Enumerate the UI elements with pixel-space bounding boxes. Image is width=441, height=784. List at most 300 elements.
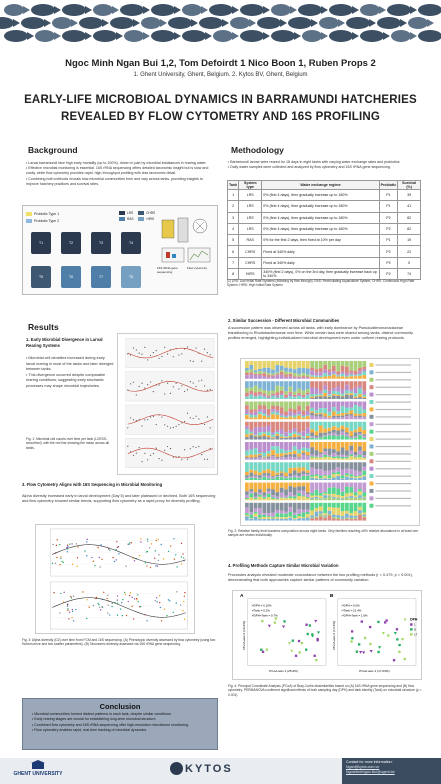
probiotic-legend — [26, 211, 59, 225]
fig2-bar-segment — [302, 510, 306, 513]
fig2-bar-segment — [336, 455, 340, 456]
fig2-bar-segment — [271, 412, 275, 414]
result-1-bullet: • This divergence occurred despite comparable rearing conditions, suggesting early stochastic processes may shape microbial trajectories. — [26, 373, 114, 390]
fig2-bar-segment — [302, 361, 306, 368]
result-1-bullet: • Microbial cell densities increased during early larval rearing in most of the tanks and later diverged between tanks. — [26, 356, 114, 373]
fig2-bar-segment — [349, 469, 353, 474]
fig2-bar-segment — [284, 496, 288, 498]
fig3-point — [99, 566, 100, 567]
fish-icon — [377, 17, 401, 29]
table-header: Water exchange regime — [262, 181, 379, 190]
fig2-bar-segment — [323, 361, 327, 365]
fig2-bar-segment — [254, 415, 258, 417]
fig2-bar-segment — [306, 442, 310, 448]
fig2-bar-segment — [332, 449, 336, 453]
table-row — [228, 235, 421, 246]
fig2-bar-segment — [289, 433, 293, 436]
table-row — [228, 201, 421, 212]
fig3-point — [182, 553, 183, 554]
fig2-bar-segment — [245, 437, 249, 439]
table-row — [228, 223, 421, 234]
contact-title: Contact for more information: — [346, 760, 393, 764]
fig2-bar-segment — [293, 483, 297, 488]
fig2-bar-segment — [262, 492, 266, 496]
fig2-bar-segment — [302, 415, 306, 416]
fig2-bar-segment — [362, 367, 366, 370]
fig2-bar-segment — [332, 391, 336, 394]
fig3-point — [63, 592, 64, 593]
fig2-bar-segment — [293, 475, 297, 477]
footer — [0, 758, 441, 784]
fig3-point — [73, 595, 74, 596]
fig2-bar-segment — [275, 401, 279, 405]
fig2-bar-segment — [245, 388, 249, 393]
fig2-bar-segment — [271, 499, 275, 500]
kytos-logo-icon — [170, 762, 183, 775]
conclusion-heading: Conclusion — [99, 702, 141, 711]
fig2-bar-segment — [293, 401, 297, 409]
fig2-bar-segment — [293, 428, 297, 431]
fig2-bar-segment — [258, 401, 262, 405]
fig2-bar-segment — [319, 496, 323, 499]
fig3-point — [163, 558, 164, 559]
fig2-bar-segment — [289, 496, 293, 498]
fig2-bar-segment — [345, 414, 349, 416]
fig4-caption: Fig. 4: Principal Coordinate Analysis (PCoA) of Bray-Curtis dissimilarities based on (A) 16S rRNA gene sequencing and (B) flow cytometry. PERMANOVA confirmed significant effects of both sampling day (DPH) and tank identity (Tank) on microbial structure (p = 0.001). — [228, 684, 422, 697]
fig2-bar-segment — [293, 470, 297, 475]
fig2-bar-segment — [349, 477, 353, 478]
fig1-point — [161, 380, 162, 381]
fig2-bar-segment — [310, 411, 314, 413]
fig3-alpha-diversity-panels — [35, 524, 195, 634]
fig2-bar-segment — [354, 388, 358, 393]
table-header: Tank — [228, 181, 239, 190]
tank-1: T1 — [31, 232, 51, 254]
fig2-bar-segment — [358, 432, 362, 434]
table-cell: 82 — [398, 212, 421, 223]
fig2-bar-segment — [275, 457, 279, 459]
fig2-bar-segment — [345, 519, 349, 521]
contact-email-1[interactable]: Ngan@kytos.com.vn — [346, 765, 380, 769]
fig2-bar-segment — [258, 409, 262, 411]
fig2-bar-segment — [319, 394, 323, 396]
fig2-bar-segment — [310, 377, 314, 379]
fig2-bar-segment — [289, 503, 293, 508]
fig2-bar-segment — [258, 478, 262, 479]
fig2-bar-segment — [293, 396, 297, 397]
fig2-bar-segment — [332, 366, 336, 371]
conclusion-bullet: • Early rearing stages are crucial for establishing long-term microbial structure. — [32, 717, 217, 722]
fig2-bar-segment — [345, 436, 349, 439]
fig3-point — [158, 554, 159, 555]
fig2-bar-segment — [354, 477, 358, 478]
fish-icon — [288, 17, 312, 29]
fig2-bar-segment — [349, 518, 353, 519]
fig3-point — [140, 541, 141, 542]
fig2-bar-segment — [332, 436, 336, 440]
fig2-bar-segment — [275, 462, 279, 472]
fig2-bar-segment — [362, 369, 366, 371]
fig2-bar-segment — [323, 435, 327, 436]
background-heading: Background — [28, 145, 78, 155]
fig2-bar-segment — [267, 454, 271, 457]
fig2-bar-segment — [297, 487, 301, 491]
fig2-bar-segment — [258, 389, 262, 392]
fig2-bar-segment — [271, 489, 275, 495]
fig2-legend-text-line — [375, 468, 411, 469]
fig2-bar-segment — [328, 361, 332, 369]
fig2-bar-segment — [354, 462, 358, 470]
fig2-bar-segment — [280, 449, 284, 454]
fish-icon — [151, 30, 175, 42]
fig2-bar-segment — [302, 495, 306, 496]
fish-icon — [213, 30, 233, 42]
fig3-point — [181, 543, 182, 544]
fig2-bar-segment — [284, 512, 288, 514]
fig2-bar-segment — [315, 422, 319, 431]
fig2-legend-swatch — [370, 444, 374, 448]
fig3-point — [100, 609, 101, 610]
fig3-point — [160, 544, 161, 545]
fig3-point — [168, 551, 169, 552]
fig2-bar-segment — [332, 470, 336, 473]
fig2-bar-segment — [362, 497, 366, 498]
fig2-bar-segment — [284, 503, 288, 512]
fig2-bar-segment — [302, 476, 306, 480]
fish-icon — [319, 17, 339, 29]
fig2-bar-segment — [262, 496, 266, 497]
fig2-bar-segment — [249, 519, 253, 521]
fig2-bar-segment — [284, 422, 288, 432]
fig2-bar-segment — [323, 413, 327, 416]
fig2-bar-segment — [349, 416, 353, 420]
fig2-bar-segment — [323, 517, 327, 518]
fig2-bar-segment — [354, 483, 358, 493]
fig2-bar-segment — [349, 496, 353, 498]
fig2-bar-segment — [267, 396, 271, 397]
fig2-bar-segment — [354, 416, 358, 417]
fig2-bar-segment — [332, 477, 336, 480]
fig2-bar-segment — [336, 508, 340, 515]
fig2-bar-segment — [358, 361, 362, 368]
fig2-bar-segment — [332, 473, 336, 475]
fig2-bar-segment — [289, 417, 293, 420]
fig2-bar-segment — [289, 408, 293, 411]
fig2-bar-segment — [254, 462, 258, 471]
fig2-bar-segment — [284, 411, 288, 415]
fig2-bar-segment — [284, 442, 288, 451]
fig2-bar-segment — [262, 390, 266, 394]
fig2-bar-segment — [267, 457, 271, 459]
fig2-bar-segment — [306, 512, 310, 514]
fig2-bar-segment — [310, 422, 314, 430]
fig3-point — [129, 542, 130, 543]
fig2-bar-segment — [354, 375, 358, 376]
fig3-point — [155, 565, 156, 566]
table-cell: P2 — [379, 246, 398, 257]
fig2-bar-segment — [275, 392, 279, 395]
fig2-bar-segment — [262, 517, 266, 519]
fig2-bar-segment — [249, 361, 253, 365]
table-row — [228, 212, 421, 223]
fig2-bar-segment — [275, 410, 279, 412]
fig2-bar-segment — [336, 456, 340, 458]
fig2-bar-segment — [319, 457, 323, 458]
fig3-caption: Fig. 3: Alpha diversity (D2) over time from FCM and 16S sequencing. (A) Phenotypic diversity assessed by flow cytometry (using two Hubsm-ence and two scatter parameters). (B) Taxonomic diversity assessed via 16S rRNA gene sequencing. — [22, 638, 216, 647]
fig2-bar-segment — [293, 418, 297, 420]
fig2-bar-segment — [358, 457, 362, 460]
fig2-bar-segment — [302, 467, 306, 471]
fish-icon — [408, 17, 428, 29]
fig2-bar-segment — [254, 392, 258, 396]
fig2-bar-segment — [354, 498, 358, 500]
fig3-point — [124, 592, 125, 593]
fig2-bar-segment — [354, 511, 358, 516]
fig2-bar-segment — [341, 469, 345, 475]
fig2-bar-segment — [358, 503, 362, 507]
fig2-bar-segment — [249, 433, 253, 435]
fig2-bar-segment — [345, 473, 349, 475]
fig1-point — [207, 352, 208, 353]
fig3-point — [121, 602, 122, 603]
fig2-bar-segment — [332, 503, 336, 508]
fig2-bar-segment — [345, 385, 349, 391]
fig2-bar-segment — [297, 393, 301, 394]
fig1-point — [167, 426, 168, 427]
fig1-point — [156, 424, 157, 425]
fig2-bar-segment — [362, 503, 366, 513]
fig2-bar-segment — [310, 429, 314, 432]
fig2-bar-segment — [349, 450, 353, 454]
fig2-bar-segment — [362, 493, 366, 497]
fig3-point — [176, 566, 177, 567]
fig2-bar-segment — [275, 436, 279, 440]
result-3-text: Alpha diversity increased early in larval development (Day 5) and later plateaued or declined. Both 16S sequencing and flow cytometry showed similar trends, supporting flow cytometry as a rapid proxy for diversity profiling. — [22, 494, 216, 504]
fish-icon — [391, 30, 411, 42]
fig2-bar-segment — [297, 414, 301, 415]
fig1-point — [153, 453, 154, 454]
fig1-point — [187, 459, 188, 460]
fig2-bar-segment — [328, 434, 332, 436]
fig2-bar-segment — [310, 413, 314, 415]
fig2-bar-segment — [358, 478, 362, 480]
fig2-bar-segment — [336, 436, 340, 439]
fig2-bar-segment — [262, 413, 266, 415]
fig2-bar-segment — [302, 398, 306, 399]
fish-icon — [93, 30, 117, 42]
fig1-point — [198, 380, 199, 381]
fig3-point — [174, 559, 175, 560]
fig1-point — [204, 385, 205, 386]
fig1-point — [141, 461, 142, 462]
fig2-bar-segment — [310, 518, 314, 520]
fig2-bar-segment — [362, 438, 366, 440]
fig3-point — [156, 601, 157, 602]
fig2-bar-segment — [262, 503, 266, 513]
fig2-bar-segment — [245, 462, 249, 472]
fig2-bar-segment — [319, 503, 323, 507]
fig1-point — [181, 353, 182, 354]
fig1-point — [204, 349, 205, 350]
fig2-bar-segment — [349, 373, 353, 375]
fig2-bar-segment — [249, 494, 253, 498]
fig1-point — [178, 456, 179, 457]
fig2-bar-segment — [267, 489, 271, 491]
fig2-bar-segment — [315, 388, 319, 394]
fig2-bar-segment — [297, 493, 301, 496]
fig3-point — [125, 566, 126, 567]
fig2-bar-segment — [345, 498, 349, 500]
fig2-bar-segment — [262, 427, 266, 432]
fig2-bar-segment — [319, 479, 323, 480]
fig2-bar-segment — [328, 478, 332, 479]
fig3-point — [53, 592, 54, 593]
fig3-point — [140, 606, 141, 607]
fig2-bar-segment — [341, 389, 345, 394]
fig2-bar-segment — [310, 394, 314, 396]
contact-email-2[interactable]: NgocMinhNgan.Bui@ugent.be — [346, 770, 395, 774]
fig2-bar-segment — [293, 518, 297, 519]
fig2-bar-segment — [358, 510, 362, 513]
fig2-bar-segment — [271, 374, 275, 376]
fig2-bar-segment — [328, 431, 332, 433]
fig2-bar-segment — [345, 434, 349, 436]
fig3-point — [181, 563, 182, 564]
fig2-bar-segment — [323, 455, 327, 457]
fig2-bar-segment — [262, 397, 266, 399]
fig2-bar-segment — [271, 462, 275, 471]
fig2-bar-segment — [289, 454, 293, 456]
fig3-point — [103, 592, 104, 593]
fig2-bar-segment — [323, 397, 327, 399]
fish-icon — [141, 17, 161, 29]
fig2-bar-segment — [336, 375, 340, 376]
fig2-bar-segment — [249, 370, 253, 373]
fig2-bar-segment — [302, 416, 306, 418]
fig2-bar-segment — [323, 377, 327, 379]
fig2-bar-segment — [328, 418, 332, 419]
fig2-bar-segment — [280, 457, 284, 460]
fig2-bar-segment — [254, 517, 258, 521]
fig2-bar-segment — [336, 476, 340, 480]
fig2-bar-segment — [306, 381, 310, 389]
fig1-point — [210, 427, 211, 428]
fig2-bar-segment — [341, 475, 345, 478]
fig2-bar-segment — [245, 442, 249, 451]
fig3-point — [68, 618, 69, 619]
fig2-bar-segment — [289, 416, 293, 417]
fig3-point — [69, 611, 70, 612]
fig1-point — [150, 455, 151, 456]
fig2-bar-segment — [267, 513, 271, 516]
fig2-bar-segment — [349, 503, 353, 513]
fig2-bar-segment — [310, 433, 314, 437]
fig2-bar-segment — [306, 438, 310, 440]
fig2-bar-segment — [275, 415, 279, 419]
fig1-point — [144, 347, 145, 348]
fig2-bar-segment — [328, 412, 332, 416]
fig3-point — [166, 615, 167, 616]
fig2-bar-segment — [319, 414, 323, 417]
fig2-bar-segment — [319, 454, 323, 457]
fig2-bar-segment — [310, 370, 314, 375]
fig2-bar-segment — [328, 456, 332, 457]
fish-icon — [182, 4, 202, 16]
fig2-bar-segment — [262, 442, 266, 453]
fig3-point — [98, 604, 99, 605]
fig2-bar-segment — [328, 507, 332, 511]
sequencing-label: 16S rRNA gene sequencing — [157, 266, 178, 274]
fig2-bar-segment — [249, 470, 253, 473]
table-cell: P2 — [379, 212, 398, 223]
fig2-bar-segment — [323, 494, 327, 495]
fig2-bar-segment — [306, 368, 310, 374]
fig2-bar-segment — [267, 398, 271, 399]
fig1-point — [195, 416, 196, 417]
fig2-bar-segment — [284, 517, 288, 519]
fig2-bar-segment — [332, 462, 336, 469]
table-cell: 1 — [228, 190, 239, 201]
fig4-point — [299, 651, 301, 653]
fig3-point — [71, 617, 72, 618]
fig2-bar-segment — [284, 514, 288, 517]
fig2-bar-segment — [345, 422, 349, 428]
fig2-bar-segment — [254, 476, 258, 478]
fig2-bar-segment — [284, 375, 288, 377]
fig2-bar-segment — [280, 407, 284, 413]
fig2-bar-segment — [245, 410, 249, 414]
fig2-bar-segment — [302, 442, 306, 448]
fig2-legend-swatch — [370, 400, 374, 404]
fig2-bar-segment — [297, 449, 301, 453]
fig2-bar-segment — [271, 422, 275, 432]
fig2-bar-segment — [306, 433, 310, 436]
fig2-legend-swatch — [370, 393, 374, 397]
fig2-bar-segment — [254, 372, 258, 374]
fig2-bar-segment — [345, 408, 349, 413]
fig4-point — [398, 651, 400, 653]
fig1-point — [147, 359, 148, 360]
fig2-bar-segment — [310, 454, 314, 456]
table-cell: 6 — [228, 246, 239, 257]
legend-swatch — [26, 212, 32, 216]
fig2-bar-segment — [284, 372, 288, 375]
fig2-bar-segment — [332, 483, 336, 488]
fish-icon — [387, 4, 411, 16]
fig2-bar-segment — [362, 413, 366, 416]
fig2-bar-segment — [315, 495, 319, 496]
fig2-bar-segment — [341, 500, 345, 501]
fish-icon — [4, 30, 28, 42]
fig2-bar-segment — [336, 498, 340, 500]
fig2-legend-text-line — [375, 505, 411, 506]
fig3-point — [86, 599, 87, 600]
fig2-bar-segment — [289, 492, 293, 496]
fig4-legend-swatch — [410, 623, 412, 625]
fig2-bar-segment — [297, 422, 301, 432]
fig4-stat-label: r²DPH = 6.0% — [341, 603, 360, 608]
fig2-bar-segment — [362, 471, 366, 475]
system-legend — [119, 210, 155, 222]
fig3-point — [169, 600, 170, 601]
fig3-point — [122, 599, 123, 600]
fig2-bar-segment — [254, 512, 258, 514]
fig4-legend-swatch — [410, 628, 412, 630]
fig2-bar-segment — [323, 417, 327, 419]
fig2-bar-segment — [267, 458, 271, 459]
fig2-bar-segment — [293, 413, 297, 415]
fig2-bar-segment — [319, 514, 323, 517]
